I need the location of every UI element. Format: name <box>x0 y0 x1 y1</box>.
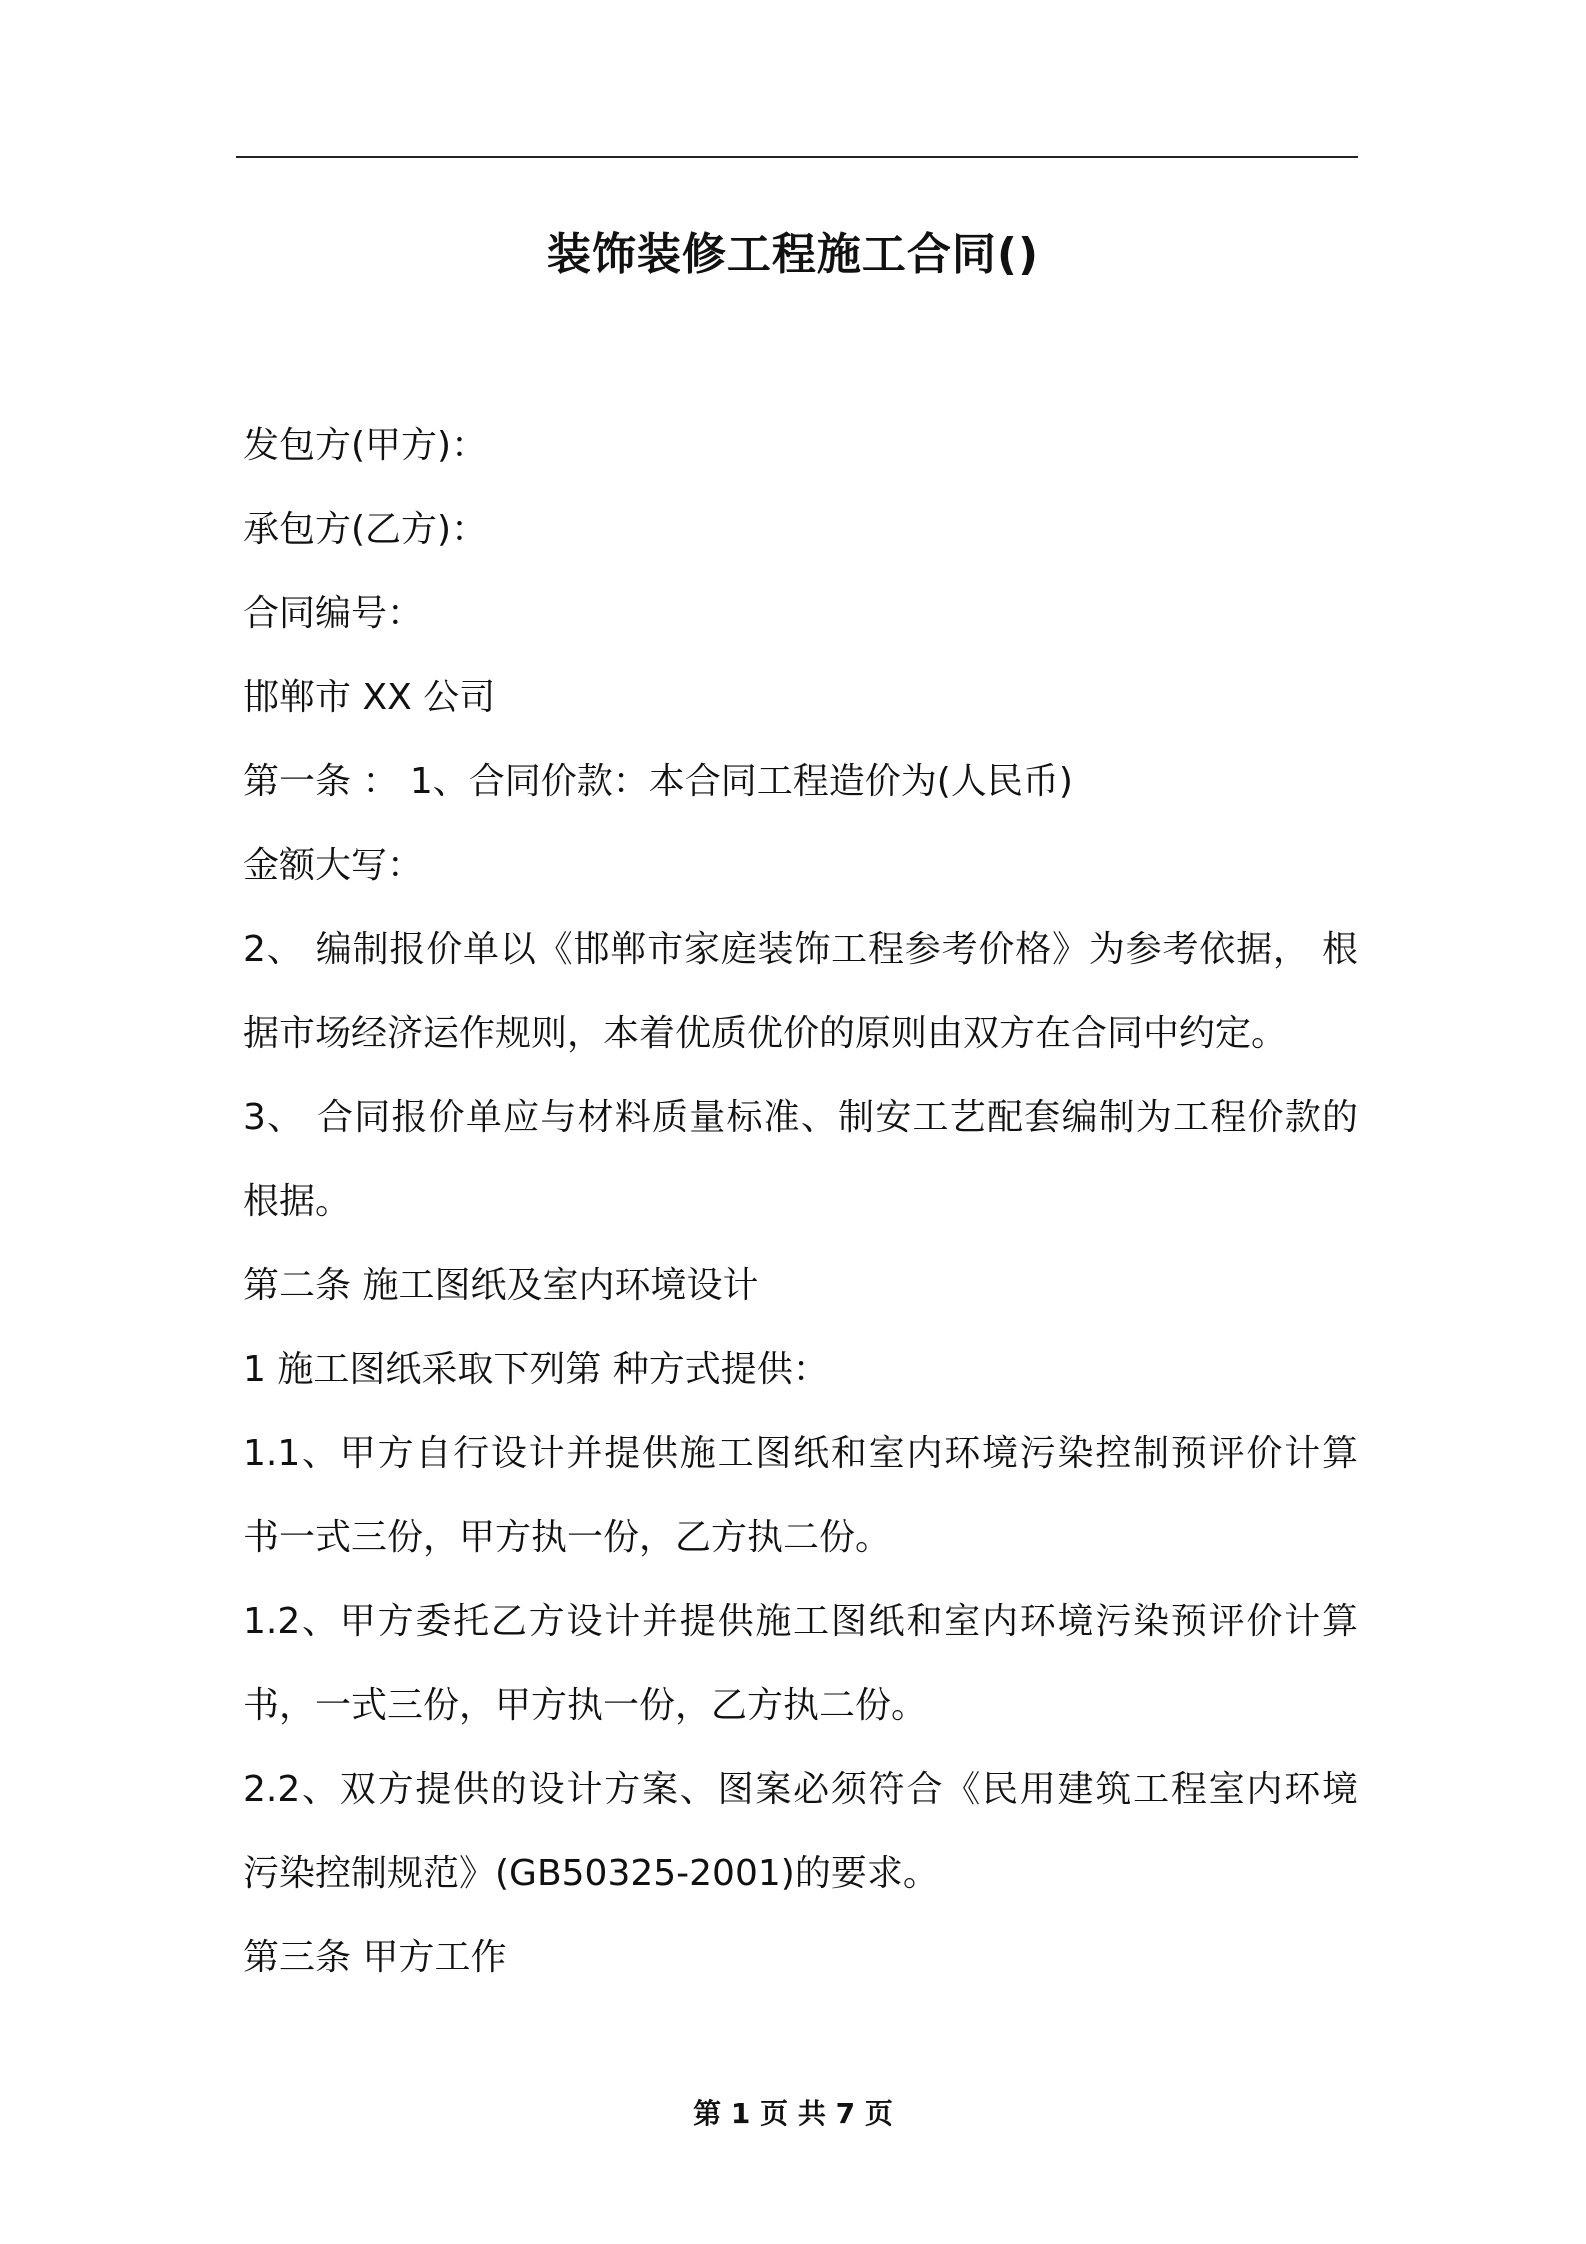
line-clause-2b: 据市场经济运作规则，本着优质优价的原则由双方在合同中约定。 <box>243 1013 1288 1054</box>
line-article-2-heading: 第二条 施工图纸及室内环境设计 <box>243 1265 759 1306</box>
line-clause-1-1b: 书一式三份，甲方执一份，乙方执二份。 <box>243 1517 892 1558</box>
header-rule <box>236 156 1358 158</box>
document-body <box>243 404 1358 2000</box>
line-clause-3a: 3、 合同报价单应与材料质量标准、制安工艺配套编制为工程价款的 <box>243 1097 1358 1138</box>
line-party-b: 承包方(乙方)： <box>243 509 488 550</box>
line-drawings-method: 1 施工图纸采取下列第 种方式提供： <box>243 1349 829 1390</box>
line-clause-3b: 根据。 <box>243 1181 352 1222</box>
line-company: 邯郸市 XX 公司 <box>243 677 496 718</box>
line-amount-words: 金额大写： <box>243 845 424 886</box>
line-article-3-heading: 第三条 甲方工作 <box>243 1937 507 1978</box>
line-clause-1-2b: 书，一式三份，甲方执一份，乙方执二份。 <box>243 1685 928 1726</box>
line-clause-1-2a: 1.2、甲方委托乙方设计并提供施工图纸和室内环境污染预评价计算 <box>243 1601 1358 1642</box>
line-party-a: 发包方(甲方)： <box>243 425 488 466</box>
line-clause-2-2b: 污染控制规范》(GB50325-2001)的要求。 <box>243 1853 939 1894</box>
page-footer: 第 1 页 共 7 页 <box>693 2097 893 2130</box>
line-article-1-price: 第一条 ： 1、合同价款：本合同工程造价为(人民币) <box>243 761 1073 802</box>
line-clause-2-2a: 2.2、双方提供的设计方案、图案必须符合《民用建筑工程室内环境 <box>243 1769 1358 1810</box>
document-title: 装饰装修工程施工合同() <box>546 229 1040 280</box>
line-clause-2a: 2、 编制报价单以《邯郸市家庭装饰工程参考价格》为参考依据， 根 <box>243 929 1358 970</box>
line-contract-number: 合同编号： <box>243 593 424 634</box>
line-clause-1-1a: 1.1、甲方自行设计并提供施工图纸和室内环境污染控制预评价计算 <box>243 1433 1358 1474</box>
